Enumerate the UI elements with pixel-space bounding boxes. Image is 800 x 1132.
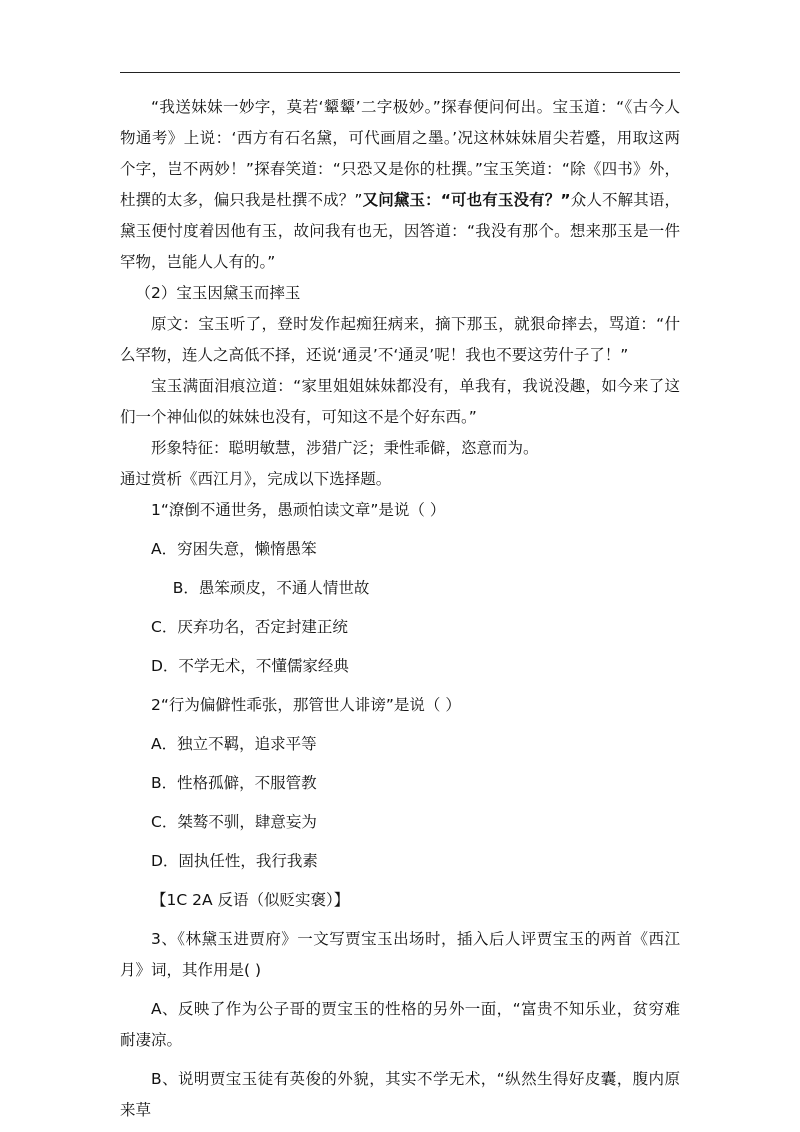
dialogue-text-a: “我送妹妹一妙字，莫若‘颦颦’二字极妙。”探春便问何出。宝玉道：“《古今人物通考》上说：‘西方有石名黛，可代画眉之墨。’况这林妹妹眉尖若蹙，用取这两个字，岂不两妙！”探春笑道：“只恐又是你的杜撰。”宝玉笑道：“除《四书》外，杜撰的太多，偏只我是杜撰不成？” [120,98,680,209]
question-1-option-d: D．不学无术，不懂儒家经典 [151,657,349,675]
paragraph-dialogue [120,92,680,278]
question-1-option-c: C．厌弃功名，否定封建正统 [151,618,348,636]
dialogue-bold-question: 又问黛玉：“可也有玉没有？” [362,191,571,209]
question-2-stem: 2“行为偏僻性乖张，那管世人诽谤”是说（ ） [151,696,461,714]
question-3-option-a: A、反映了作为公子哥的贾宝玉的性格的另外一面，“富贵不知乐业，贫穷难耐凄凉。 [120,1000,680,1049]
question-2-option-c: C．桀骜不驯，肆意妄为 [151,813,317,831]
question-3-option-b: B、说明贾宝玉徒有英俊的外貌，其实不学无术，“纵然生得好皮囊，腹内原来草 [120,1070,680,1119]
question-1-stem: 1“潦倒不通世务，愚顽怕读文章”是说（ ） [151,501,446,519]
document-body [120,92,680,1126]
question-1-option-a: A．穷困失意，懒惰愚笨 [151,540,317,558]
paragraph-traits: 形象特征：聪明敏慧，涉猎广泛；秉性乖僻，恣意而为。 [151,439,539,457]
question-2-option-b: B．性格孤僻，不服管教 [151,774,317,792]
question-1-option-b: B．愚笨顽皮，不通人情世故 [172,579,370,597]
question-2-option-a: A．独立不羁，追求平等 [151,735,317,753]
dialogue-text-b: 众人不解其语，黛玉便忖度着因他有玉，故问我有也无，因答道：“我没有那个。想来那玉是一件罕物，岂能人人有的。” [120,191,681,271]
paragraph-tearful: 宝玉满面泪痕泣道：“家里姐姐妹妹都没有，单我有，我说没趣，如今来了这们一个神仙似的妹妹也没有，可知这不是个好东西。” [120,377,680,426]
answer-key: 【1C 2A 反语（似贬实褒）】 [151,891,350,909]
question-2-option-d: D．固执任性，我行我素 [151,852,318,870]
exercise-intro: 通过赏析《西江月》，完成以下选择题。 [120,470,392,488]
question-3-stem: 3、《林黛玉进贾府》一文写贾宝玉出场时，插入后人评贾宝玉的两首《西江月》词，其作用是( ) [120,930,680,979]
section-heading: （2）宝玉因黛玉而摔玉 [135,284,301,302]
paragraph-original-text: 原文：宝玉听了，登时发作起痴狂病来，摘下那玉，就狠命摔去，骂道：“什么罕物，连人之高低不择，还说‘通灵’不‘通灵’呢！我也不要这劳什子了！” [120,315,680,364]
header-rule [120,72,680,73]
